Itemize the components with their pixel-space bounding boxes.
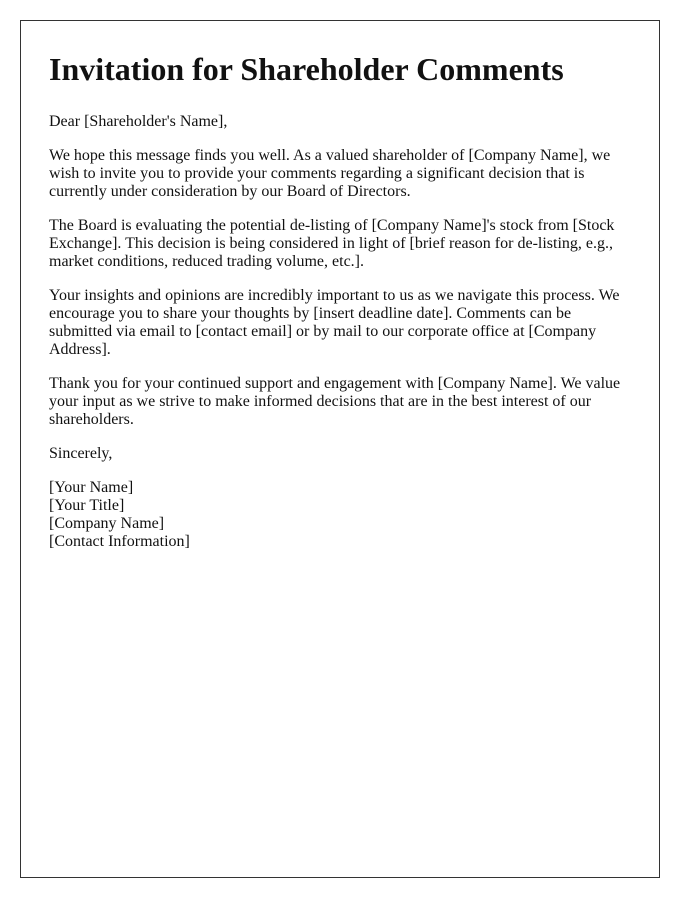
letter-title: Invitation for Shareholder Comments <box>49 51 564 87</box>
signature-block <box>49 479 631 551</box>
letter-page <box>20 20 660 878</box>
closing: Sincerely, <box>49 445 113 462</box>
paragraph-board-evaluation: The Board is evaluating the potential de-listing of [Company Name]'s stock from [Stock Exchange]. This decision is being considered in light of [brief reason for de-listing, e.g., market conditions, reduced trading volume, etc.]. <box>49 217 615 270</box>
signature-contact: [Contact Information] <box>49 533 190 550</box>
signature-name: [Your Name] <box>49 479 134 496</box>
salutation: Dear [Shareholder's Name], <box>49 113 228 130</box>
paragraph-request-comments: Your insights and opinions are incredibly important to us as we navigate this process. We encourage you to share your thoughts by [insert deadline date]. Comments can be submitted via email to [contact email] or by mail to our corporate office at [Company Address]. <box>49 287 620 358</box>
paragraph-intro: We hope this message finds you well. As a valued shareholder of [Company Name], we wish to invite you to provide your comments regarding a significant decision that is currently under consideration by our Board of Directors. <box>49 147 611 200</box>
signature-company: [Company Name] <box>49 515 165 532</box>
paragraph-thanks: Thank you for your continued support and engagement with [Company Name]. We value your input as we strive to make informed decisions that are in the best interest of our shareholders. <box>49 375 621 428</box>
signature-title: [Your Title] <box>49 497 125 514</box>
